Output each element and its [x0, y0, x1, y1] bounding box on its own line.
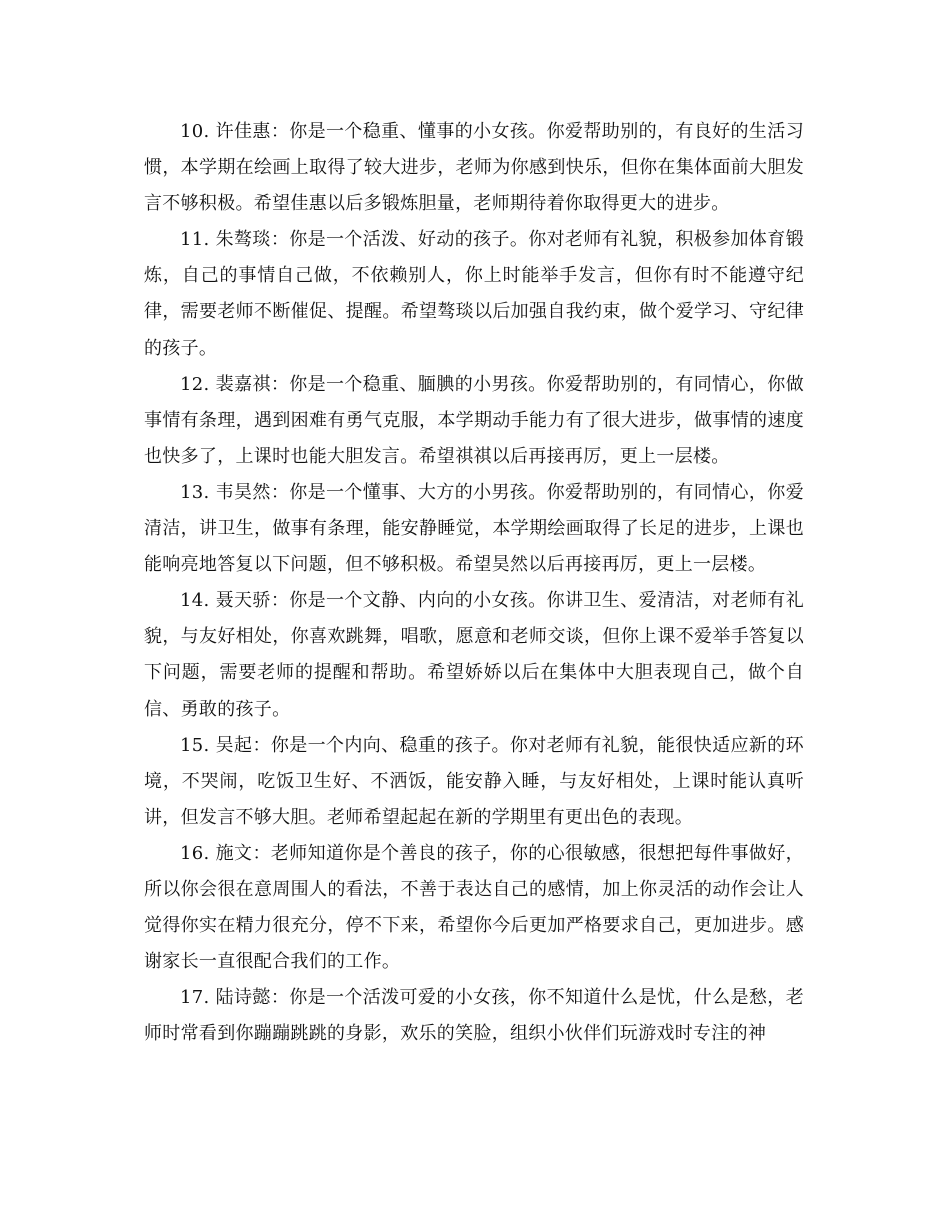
name-separator: ： — [252, 842, 271, 864]
student-name: 聂天骄 — [215, 590, 271, 612]
comment-number: 11. — [180, 229, 210, 251]
comment-paragraph — [144, 475, 804, 583]
comment-paragraph — [144, 367, 804, 475]
comments-body — [144, 114, 804, 1052]
name-separator: ： — [270, 590, 290, 612]
student-name: 陆诗懿 — [215, 987, 271, 1009]
comment-text: 你是一个文静、内向的小女孩。你讲卫生、爱清洁，对老师有礼貌，与友好相处，你喜欢跳舞，唱歌，愿意和老师交谈，但你上课不爱举手答复以下问题，需要老师的提醒和帮助。希望娇娇以后在集体中大胆表现自己，做个自信、勇敢的孩子。 — [144, 590, 804, 720]
name-separator: ： — [270, 987, 290, 1009]
comment-text: 你是一个稳重、懂事的小女孩。你爱帮助别的，有良好的生活习惯，本学期在绘画上取得了较大进步，老师为你感到快乐，但你在集体面前大胆发言不够积极。希望佳惠以后多锻炼胆量，老师期待着你取得更大的进步。 — [144, 121, 804, 215]
comment-text: 你是一个活泼可爱的小女孩，你不知道什么是忧，什么是愁，老师时常看到你蹦蹦跳跳的身影，欢乐的笑脸，组织小伙伴们玩游戏时专注的神 — [144, 987, 804, 1045]
comment-paragraph — [144, 222, 804, 366]
comment-number: 13. — [180, 481, 210, 503]
student-name: 裴嘉祺 — [215, 373, 271, 395]
student-name: 朱骜琰 — [215, 229, 271, 251]
comment-number: 15. — [180, 734, 210, 756]
student-name: 吴起 — [215, 734, 253, 756]
comment-number: 14. — [180, 590, 210, 612]
comment-text: 你是一个懂事、大方的小男孩。你爱帮助别的，有同情心，你爱清洁，讲卫生，做事有条理，能安静睡觉，本学期绘画取得了长足的进步，上课也能响亮地答复以下问题，但不够积极。希望昊然以后再接再厉，更上一层楼。 — [144, 481, 804, 576]
comment-paragraph — [144, 114, 804, 222]
comment-text: 你是一个内向、稳重的孩子。你对老师有礼貌，能很快适应新的环境，不哭闹，吃饭卫生好、不洒饭，能安静入睡，与友好相处，上课时能认真听讲，但发言不够大胆。老师希望起起在新的学期里有更出色的表现。 — [144, 734, 804, 828]
student-name: 施文 — [215, 842, 253, 864]
name-separator: ： — [270, 373, 290, 395]
name-separator: ： — [270, 121, 290, 142]
comment-paragraph — [144, 836, 804, 980]
name-separator: ： — [270, 229, 290, 251]
name-separator: ： — [252, 734, 271, 756]
comment-text: 你是一个稳重、腼腆的小男孩。你爱帮助别的，有同情心，你做事情有条理，遇到困难有勇气克服，本学期动手能力有了很大进步，做事情的速度也快多了，上课时也能大胆发言。希望祺祺以后再接再厉，更上一层楼。 — [144, 373, 804, 467]
comment-paragraph — [144, 728, 804, 836]
name-separator: ： — [270, 481, 290, 503]
comment-number: 10. — [180, 121, 210, 142]
comment-number: 17. — [180, 987, 210, 1009]
comment-text: 老师知道你是个善良的孩子，你的心很敏感，很想把每件事做好，所以你会很在意周围人的看法，不善于表达自己的感情，加上你灵活的动作会让人觉得你实在精力很充分，停不下来，希望你今后更加严格要求自己，更加进步。感谢家长一直很配合我们的工作。 — [144, 842, 804, 973]
comment-number: 16. — [180, 842, 210, 864]
comment-number: 12. — [180, 373, 210, 395]
comment-paragraph — [144, 980, 804, 1052]
student-name: 韦昊然 — [215, 481, 271, 503]
comment-paragraph — [144, 583, 804, 727]
student-name: 许佳惠 — [215, 121, 271, 142]
comment-text: 你是一个活泼、好动的孩子。你对老师有礼貌，积极参加体育锻炼，自己的事情自己做，不依赖别人，你上时能举手发言，但你有时不能遵守纪律，需要老师不断催促、提醒。希望骜琰以后加强自我约束，做个爱学习、守纪律的孩子。 — [144, 229, 804, 359]
